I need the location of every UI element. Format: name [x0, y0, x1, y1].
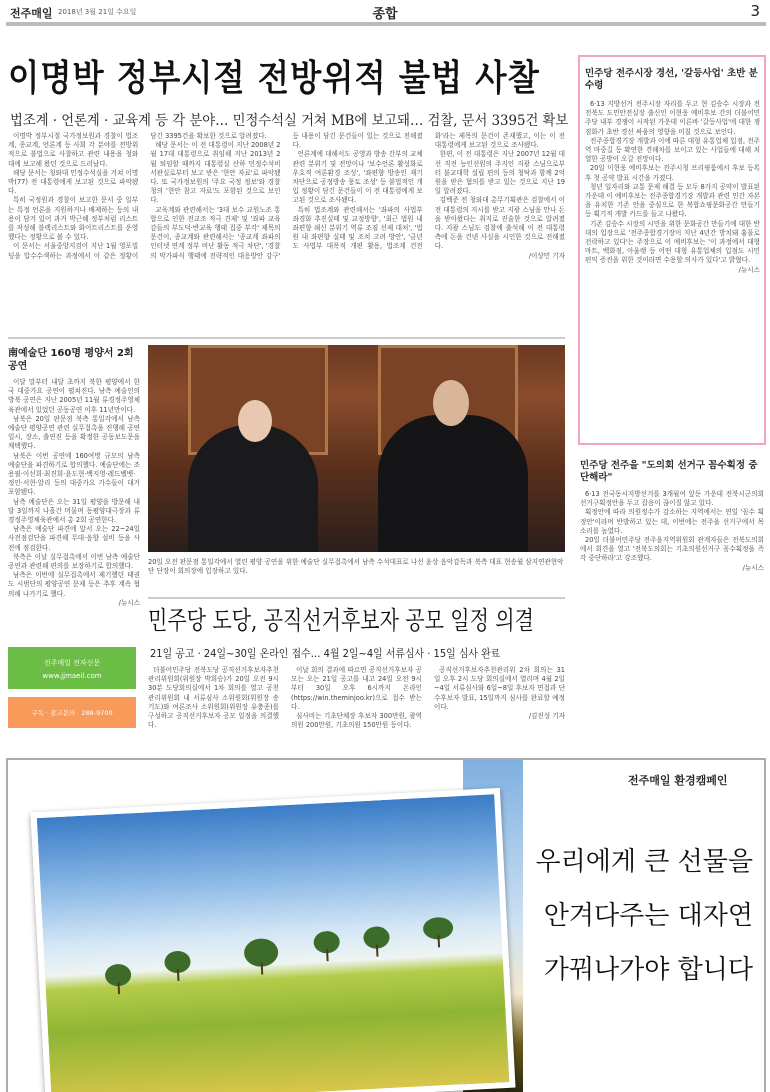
byline: /김진성 기자 — [528, 712, 565, 721]
article-paragraph: 해당 문서는 이 전 대통령이 지난 2008년 2월 17대 대통령으로 취임해 지난 2013년 2월 퇴임할 때까지 대통령실 산하 민정수석비서관실로부터 보고 받은 '현안 자료'로 파악됐다. 또 국가정보원의 '주요 국정 정보'와 경찰청의 '현안 참고 자료'도 포함된 것으로 보인다. — [150, 141, 281, 205]
header-divider — [6, 22, 766, 26]
ad-slogan-line: 안겨다주는 대자연 — [543, 901, 753, 931]
photo-face — [433, 380, 469, 426]
issue-date: 2018년 3월 21일 수요일 — [58, 8, 137, 16]
sidebar2-headline: 민주당 전주을 "도의회 선거구 꼼수획정 중단해라" — [580, 460, 758, 483]
contact-banner — [8, 697, 136, 728]
article-paragraph: 남측 예술단은 오는 31일 평양을 방문해 내달 3일까지 나흘간 머물며 동평양대극장과 류경정주영체육관에서 총 2회 공연한다. — [8, 497, 140, 525]
article-paragraph: 6·13 지방선거 전주시장 자리를 두고 현 김승수 시장과 전 전북도 도민안전실장 출신인 이현웅 예비후보 간의 더불어민주당 내부 경쟁이 시작된 가운데 이른바 '갈등사업'에 대한 쟁점화가 초반 경선 싸움의 영향을 미칠 것으로 보인다. — [585, 100, 760, 136]
sidebar2-body — [580, 490, 764, 750]
newspaper-name: 전주매일 — [10, 7, 53, 20]
byline: /이상민 기자 — [528, 251, 565, 260]
news-photo — [148, 345, 565, 552]
ad-slogan-line: 가꿔나가야 합니다 — [543, 955, 753, 985]
article-paragraph: 6·13 전국동시지방선거를 3개월여 앞둔 가운데 전북시군의회 선거구획정안을 두고 잡음이 끊이질 않고 있다. — [580, 490, 764, 508]
page-number: 3 — [750, 2, 760, 20]
article-paragraph: 이명박 정부시절 국가정보원과 경찰이 법조계, 종교계, 언론계 등 사회 각 분야를 전방위적으로 불법으로 사찰하고 관련 내용을 청와대에 보고해 왔던 것으로 드러났다. — [8, 132, 139, 168]
main-subhead: 법조계 · 언론계 · 교육계 등 각 분야… 민정수석실 거쳐 MB에 보고돼… 검찰, 문서 3395건 확보 — [10, 113, 569, 129]
article-paragraph: 한편, 이 전 대통령은 지난 2007년 12월 대선 직전 능인선원의 주지인 지광 스님으로부터 불교대학 설립 편의 등의 청탁과 함께 2억원을 받은 혐의를 받고 있는 것으로 지난 19일 알려졌다. — [434, 150, 565, 196]
article-paragraph: 교육계와 관련해서는 '3대 보수 교원노조 통합으로 인한 전교조 적극 견제' 및 '좌파 교육감들의 부도덕·반교육 행태 집중 부각' 제목의 문건이, 종교계와 관련해서는 '종교계 좌파의 인터넷 연계 정부 비난 활동 적극 차단', '경찰의 막가파식 행태에 전략적인 대응방안 강구' 등 내용이 담긴 문건들이 있는 것으로 전해졌다. — [150, 132, 423, 260]
article-paragraph: 공직선거후보자추천관리위 2차 회의는 31일 오후 2시 도당 회의실에서 열리며 4월 2일~4일 서류심사와 6일~8일 후보자 면접과 단수후보자 발표, 15일까지 심사를 완료할 예정이다. — [434, 666, 565, 711]
environment-campaign-ad — [6, 758, 766, 1092]
article-paragraph: 획정안에 따라 의원정수가 감소하는 지역에서는 연일 '꼼수 획정안'이라며 반발하고 있는 데, 이번에는 전주을 선거구에서 목소리를 높였다. — [580, 508, 764, 535]
e-paper-label: 전주매일 전자신문 — [43, 659, 101, 667]
second-article-body — [148, 666, 565, 748]
photo-person-right — [378, 415, 528, 552]
article-paragraph: 특히 국정원과 경찰이 보고한 문서 중 일부는 특정 언론을 지원하거나 배제하는 등의 내용이 담겨 있어 과거 박근혜 정부처럼 리스트를 작성해 블랙리스트와 화이트리스트를 운영했다는 정황으로 볼 수 있다. — [8, 196, 139, 242]
left-article-body — [8, 378, 140, 640]
ad-slogan-line: 우리에게 큰 선물을 — [535, 847, 753, 877]
sidebar1-body — [585, 100, 760, 440]
article-paragraph: 기존 김승수 시장의 시민을 위한 문화공간 만들기에 대한 반대의 입장으로 '전주종합경기장이 지난 4년간 방치돼 흉물로 전락하고 있다'는 주장으로 이 예비후보는 '이 과정에서 대형마트, 백화점, 아울렛 등 어떤 대형 유통업체의 입점도 시민 편익 증진을 위한 것이라면 수용할 의사가 있다'고 밝혔다. — [585, 219, 760, 265]
main-article-body — [8, 132, 565, 332]
article-paragraph: 남측은 예술단 파견에 앞서 오는 22~24일 사전점검단을 파견해 무대·음향 설비 등을 사전에 점검한다. — [8, 525, 140, 552]
main-headline: 이명박 정부시절 전방위적 불법 사찰 — [8, 58, 540, 99]
article-paragraph: 청년 일자리와 교통 문제 해결 등 모두 8가지 공약이 발표된 가운데 이 예비후보는 전주종합경기장 개발과 관련 민간 자본을 유치한 기존 안을 중심으로 한 복합쇼핑문화공간 만들기 등 획기적 개발 카드를 들고 나왔다. — [585, 182, 760, 219]
article-paragraph: 해당 문서는 청와대 민정수석실을 거쳐 이명박(77) 전 대통령에게 보고된 것으로 파악됐다. — [8, 168, 139, 196]
article-paragraph: 북측은 이날 실무접촉에서 이번 남측 예술단 공연과 관련해 편의를 보장하기로 합의했다. — [8, 552, 140, 571]
section-title: 종합 — [372, 7, 398, 22]
article-paragraph: 남북은 20일 판문점 북측 통일각에서 남측 예술단 평양공연 관련 실무접촉을 진행해 공연 일시, 장소, 출연진 등을 확정한 공동보도문을 채택했다. — [8, 414, 140, 451]
article-paragraph: 전주종합경기장 개발과 이에 따른 대형 유통업체 입점, 전주역 마중길 등 확연한 견해차를 보이고 있는 사업들에 대해 치열한 공방이 오갈 전망이다. — [585, 136, 760, 164]
sidebar1-headline: 민주당 전주시장 경선, '갈등사업' 초반 분수령 — [585, 68, 758, 91]
byline: /뉴시스 — [118, 598, 140, 607]
article-paragraph: 심사비는 기초단체장 후보자 300만원, 광역의원 200만원, 기초의원 150만원 등이다. — [291, 712, 422, 730]
article-paragraph: 20일 이현웅 예비후보는 전주시청 브리핑룸에서 후보 등록 후 첫 공약 발표 시간을 가졌다. — [585, 164, 760, 182]
left-article-headline: 南예술단 160명 평양서 2회 공연 — [8, 348, 134, 372]
ad-title: 전주매일 환경캠페인 — [628, 774, 728, 787]
byline: /뉴시스 — [738, 265, 760, 274]
article-paragraph: 언론계에 대해서도 공영과 방송 간부의 교체 관련 분위기 및 전망이나 '보수언론 활성화로 우호적 여론환경 조성', '좌편향 방송인 재기 차단으로 공정방송 풍토 조성' 등 불법적인 개입 정황이 담긴 문건들이 이 전 대통령에게 보고된 것으로 조사됐다. — [292, 150, 423, 205]
second-subhead: 21일 공고 · 24일~30일 온라인 접수… 4월 2일~4일 서류심사 · 15일 심사 완료 — [150, 647, 501, 660]
ad-landscape-photo — [30, 788, 515, 1092]
ad-slogan — [513, 835, 753, 997]
article-paragraph: 김백준 전 청와대 총무기획관은 검찰에서 이 전 대통령의 지시를 받고 지광 스님을 만나 돈을 받아왔다는 취지로 진술한 것으로 알려졌다. 지광 스님도 검찰에 출석해 이 전 대통령 측에 돈을 건넨 사실을 시인한 것으로 전해졌다. — [434, 196, 565, 251]
contact-number: 288-9700 — [81, 709, 113, 717]
article-paragraph: 20일 더불어민주당 전주을지역위원회 관계자들은 전북도의회에서 회견을 열고 '전북도의회는 기초의원선거구 꼼수획정을 즉각 중단하라'고 강조했다. — [580, 536, 764, 563]
article-paragraph: 남북은 이번 공연에 160여명 규모의 남측 예술단을 파견하기로 합의했다. 예술단에는 조용필·이선희·최진희·윤도현·백지영·레드벨벳·정인·서현·알리 등의 대중가요 가수들이 대거 포함됐다. — [8, 451, 140, 497]
photo-caption: 20일 오전 판문점 통일각에서 열린 평양 공연을 위한 예술단 실무접촉에서 남측 수석대표로 나선 윤상 음악감독과 북측 대표 현송월 삼지연관현악단 단장이 회의장에 입장하고 있다. — [148, 558, 564, 575]
contact-label: 구독 · 광고문의 — [31, 709, 76, 717]
photo-person-left — [188, 425, 318, 552]
byline: /뉴시스 — [742, 563, 764, 572]
second-headline: 민주당 도당, 공직선거후보자 공모 일정 의결 — [148, 606, 534, 635]
photo-face — [238, 400, 272, 442]
divider — [8, 337, 565, 339]
article-paragraph: 이달 말부터 내달 초까지 북한 평양에서 한국 대중가요 공연이 펼쳐진다. 남측 예술인의 방북 공연은 지난 2005년 11월 류경정주영체육관에서 있었던 공동공연 이후 11년만이다. — [8, 378, 140, 414]
e-paper-banner[interactable] — [8, 647, 136, 689]
e-paper-url[interactable]: www.jjmaeil.com — [42, 672, 102, 680]
article-paragraph: 이 문서는 서울중앙지검이 지난 1월 영포빌딩을 압수수색하는 과정에서 이 같은 정황이 담긴 3395건을 확보한 것으로 알려졌다. — [8, 132, 267, 260]
divider — [148, 597, 565, 599]
article-paragraph: 이날 회의 결과에 따르면 공직선거후보자 공모는 오는 21일 공고를 내고 24일 오전 9시부터 30일 오후 6시까지 온라인(https://win.theminjoo.kr)으로 접수 받는다. — [291, 666, 422, 711]
article-paragraph: 더불어민주당 전북도당 공직선거후보자추천관리위원회(위원장 박희승)가 20일 오전 9시 30분 도당회의실에서 1차 회의를 열고 공천관리위원회 내 서류심사 소위원회(위원장 송기도)와 여론조사 소위원회(위원장 유충종)를 구성하고 공직선거후보자 공모 일정을 의결했다. — [148, 666, 279, 730]
article-paragraph: 특히 법조계와 관련해서는 '좌파의 사법부 좌경화 추진실태 및 교정방향', '최근 법원 내 좌편향 쇄신 분위기 역류 조짐 선제 대처', '법원 내 좌편향 실태 및 조치 고려 방안', '금년도 사법부 대폭적 개편 활용, 법조계 건전화'라는 제목의 문건이 존재했고, 이는 이 전 대통령에게 보고된 것으로 조사됐다. — [292, 132, 565, 251]
article-paragraph: 남측은 이번에 실무접촉에서 제기했던 태권도 시범단의 평양공연 문제 등은 추후 계속 협의해 나가기로 했다. — [8, 571, 140, 598]
